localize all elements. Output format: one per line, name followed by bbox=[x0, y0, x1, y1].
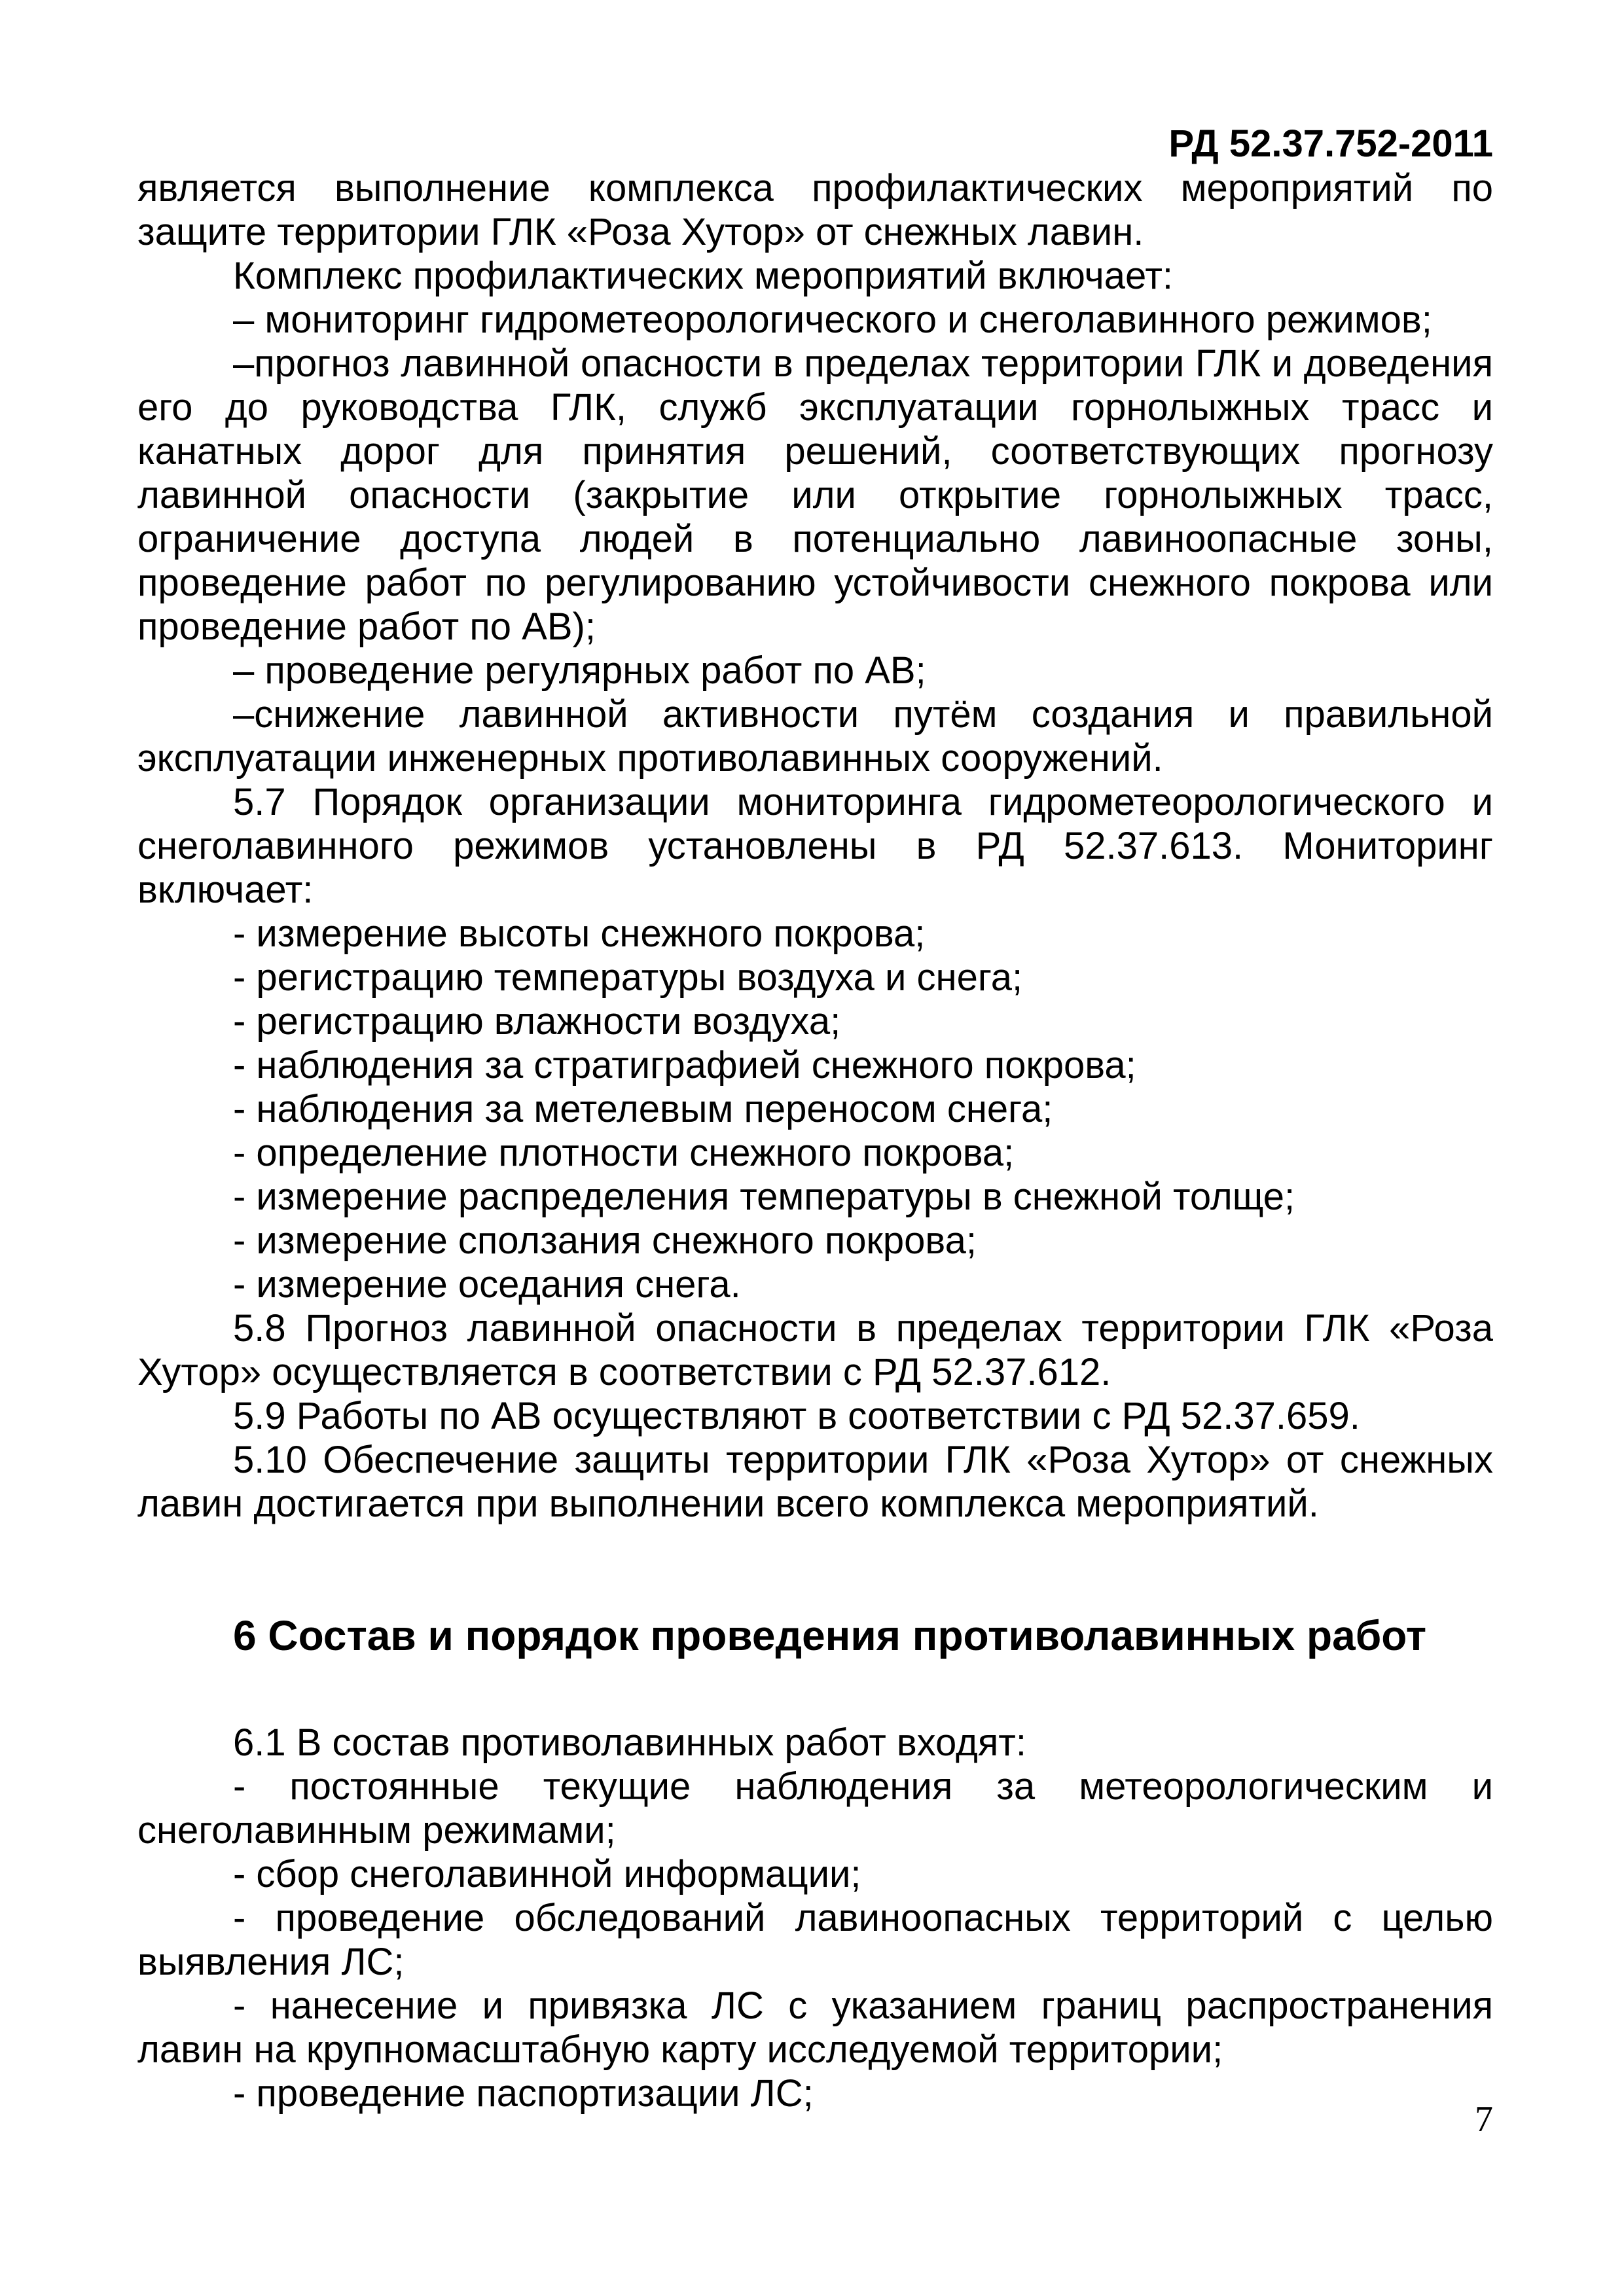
list-item: –прогноз лавинной опасности в пределах территории ГЛК и доведения его до руководства ГЛК, служб эксплуатации горнолыжных трасс и канатных дорог для принятия решений, соответствующих прогнозу лавинной опасности (закрытие или открытие горнолыжных трасс, ограничение доступа людей в потенциально лавиноопасные зоны, проведение работ по регулированию устойчивости снежного покрова или проведение работ по АВ); bbox=[137, 342, 1493, 648]
paragraph-5-10: 5.10 Обеспечение защиты территории ГЛК «Роза Хутор» от снежных лавин достигается при выполнении всего комплекса мероприятий. bbox=[137, 1439, 1493, 1525]
section-title: 6 Состав и порядок проведения противолавинных работ bbox=[233, 1612, 1427, 1659]
list-item: - наблюдения за метелевым переносом снега; bbox=[233, 1088, 1053, 1130]
page-content bbox=[137, 166, 1493, 2115]
page-number: 7 bbox=[1475, 2099, 1493, 2140]
list-item: - постоянные текущие наблюдения за метеорологическим и снеголавинным режимами; bbox=[137, 1765, 1493, 1852]
list-item: - проведение обследований лавиноопасных территорий с целью выявления ЛС; bbox=[137, 1897, 1493, 1983]
list-item: - нанесение и привязка ЛС с указанием границ распространения лавин на крупномасштабную карту исследуемой территории; bbox=[137, 1984, 1493, 2071]
list-item: –снижение лавинной активности путём создания и правильной эксплуатации инженерных противолавинных сооружений. bbox=[137, 693, 1493, 780]
list-item: - регистрацию влажности воздуха; bbox=[233, 1000, 841, 1043]
document-code: РД 52.37.752-2011 bbox=[1168, 122, 1493, 165]
paragraph-5-9: 5.9 Работы по АВ осуществляют в соответствии с РД 52.37.659. bbox=[233, 1395, 1360, 1437]
paragraph-6-1: 6.1 В состав противолавинных работ входят: bbox=[233, 1721, 1026, 1764]
list-item: - измерение оседания снега. bbox=[233, 1263, 741, 1306]
list-item: – мониторинг гидрометеорологического и снеголавинного режимов; bbox=[233, 298, 1432, 341]
paragraph-5-8: 5.8 Прогноз лавинной опасности в пределах территории ГЛК «Роза Хутор» осуществляется в соответствии с РД 52.37.612. bbox=[137, 1307, 1493, 1393]
list-item: - измерение высоты снежного покрова; bbox=[233, 912, 926, 955]
list-item: - измерение распределения температуры в снежной толще; bbox=[233, 1175, 1295, 1218]
paragraph-5-7: 5.7 Порядок организации мониторинга гидрометеорологического и снеголавинного режимов установлены в РД 52.37.613. Мониторинг включает: bbox=[137, 781, 1493, 911]
list-item: - сбор снеголавинной информации; bbox=[233, 1853, 861, 1895]
list-item: - регистрацию температуры воздуха и снега; bbox=[233, 956, 1023, 999]
list-item: - проведение паспортизации ЛС; bbox=[233, 2072, 814, 2115]
list-item: - измерение сползания снежного покрова; bbox=[233, 1219, 977, 1262]
list-item: - определение плотности снежного покрова; bbox=[233, 1132, 1015, 1174]
list-item: – проведение регулярных работ по АВ; bbox=[233, 649, 926, 692]
paragraph-intro: является выполнение комплекса профилактических мероприятий по защите территории ГЛК «Роза Хутор» от снежных лавин. bbox=[137, 167, 1493, 253]
paragraph-complex-intro: Комплекс профилактических мероприятий включает: bbox=[233, 255, 1174, 297]
list-item: - наблюдения за стратиграфией снежного покрова; bbox=[233, 1044, 1136, 1086]
